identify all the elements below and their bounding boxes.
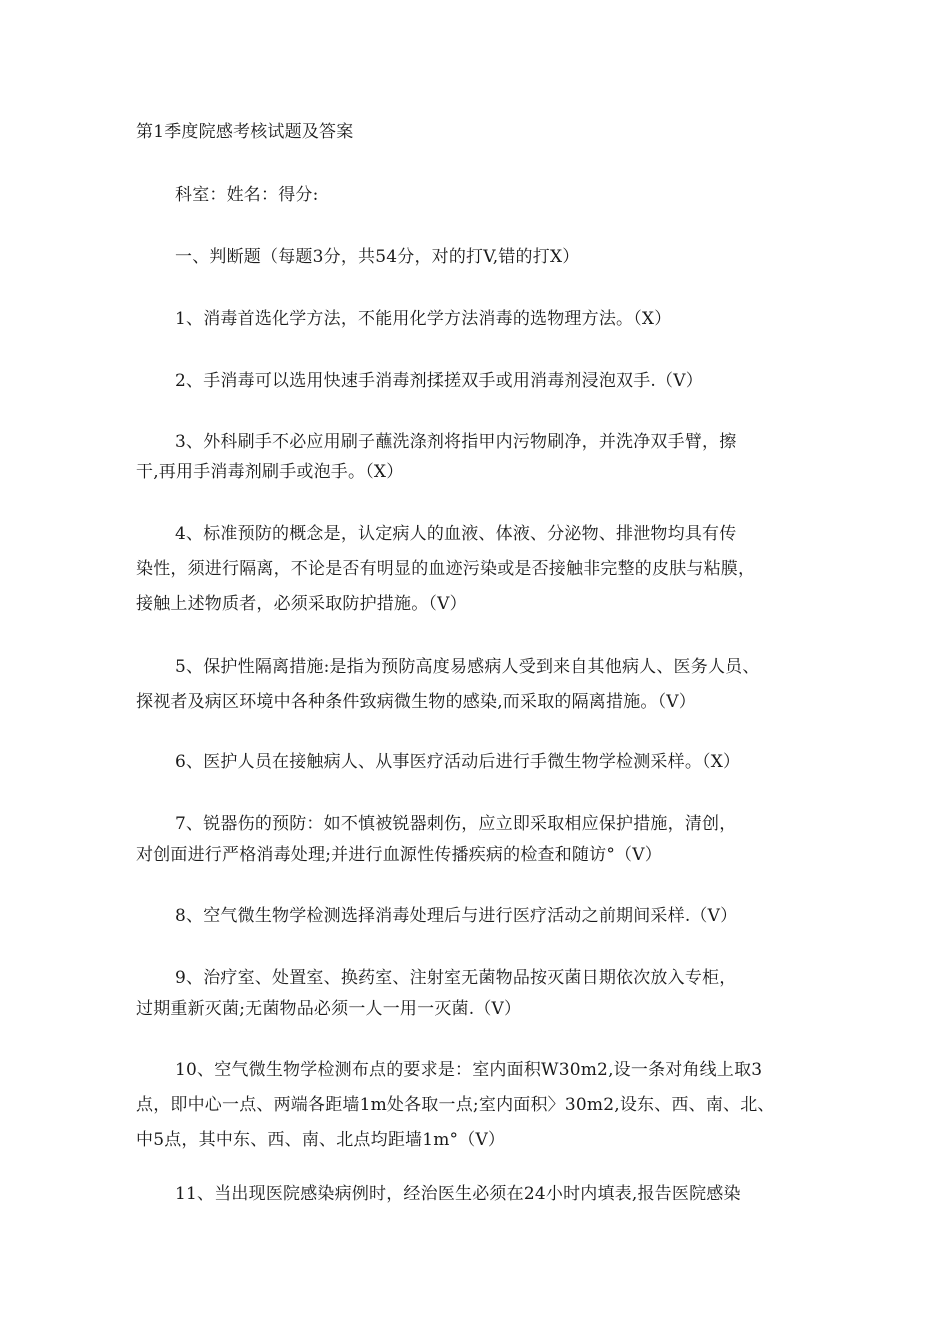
meta-line: 科室：姓名：得分: (175, 185, 319, 205)
question-5-line-1: 5、保护性隔离措施:是指为预防高度易感病人受到来自其他病人、医务人员、 (175, 657, 760, 677)
section-heading: 一、判断题（每题3分，共54分，对的打V,错的打X） (175, 247, 580, 267)
question-10-line-1: 10、空气微生物学检测布点的要求是：室内面积W30m2,设一条对角线上取3 (175, 1060, 763, 1080)
question-3-line-2: 干,再用手消毒剂刷手或泡手。（X） (136, 462, 404, 482)
question-4-line-2: 染性，须进行隔离，不论是否有明显的血迹污染或是否接触非完整的皮肤与粘膜， (136, 559, 756, 579)
question-6-line-1: 6、医护人员在接触病人、从事医疗活动后进行手微生物学检测采样。（X） (175, 752, 741, 772)
question-2-line-1: 2、手消毒可以选用快速手消毒剂揉搓双手或用消毒剂浸泡双手.（V） (175, 371, 703, 391)
question-10-line-2: 点，即中心一点、两端各距墙1m处各取一点;室内面积〉30m2,设东、西、南、北、 (136, 1095, 775, 1115)
question-4-line-3: 接触上述物质者，必须采取防护措施。（V） (136, 594, 467, 614)
question-1-line-1: 1、消毒首选化学方法，不能用化学方法消毒的选物理方法。（X） (175, 309, 672, 329)
question-10-line-3: 中5点，其中东、西、南、北点均距墙1m°（V） (136, 1130, 506, 1150)
question-5-line-2: 探视者及病区环境中各种条件致病微生物的感染,而采取的隔离措施。（V） (136, 692, 696, 712)
question-7-line-2: 对创面进行严格消毒处理;并进行血源性传播疾病的检查和随访°（V） (136, 845, 662, 865)
question-9-line-2: 过期重新灭菌;无菌物品必须一人一用一灭菌.（V） (136, 999, 522, 1019)
question-11-line-1: 11、当出现医院感染病例时，经治医生必须在24小时内填表,报告医院感染 (175, 1184, 741, 1204)
question-9-line-1: 9、治疗室、处置室、换药室、注射室无菌物品按灭菌日期依次放入专柜， (175, 968, 737, 988)
question-8-line-1: 8、空气微生物学检测选择消毒处理后与进行医疗活动之前期间采样.（V） (175, 906, 738, 926)
question-7-line-1: 7、锐器伤的预防：如不慎被锐器刺伤，应立即采取相应保护措施，清创， (175, 814, 737, 834)
question-4-line-1: 4、标准预防的概念是，认定病人的血液、体液、分泌物、排泄物均具有传 (175, 524, 737, 544)
document-title: 第1季度院感考核试题及答案 (136, 122, 354, 142)
question-3-line-1: 3、外科刷手不必应用刷子蘸洗涤剂将指甲内污物刷净，并洗净双手臂，擦 (175, 432, 737, 452)
